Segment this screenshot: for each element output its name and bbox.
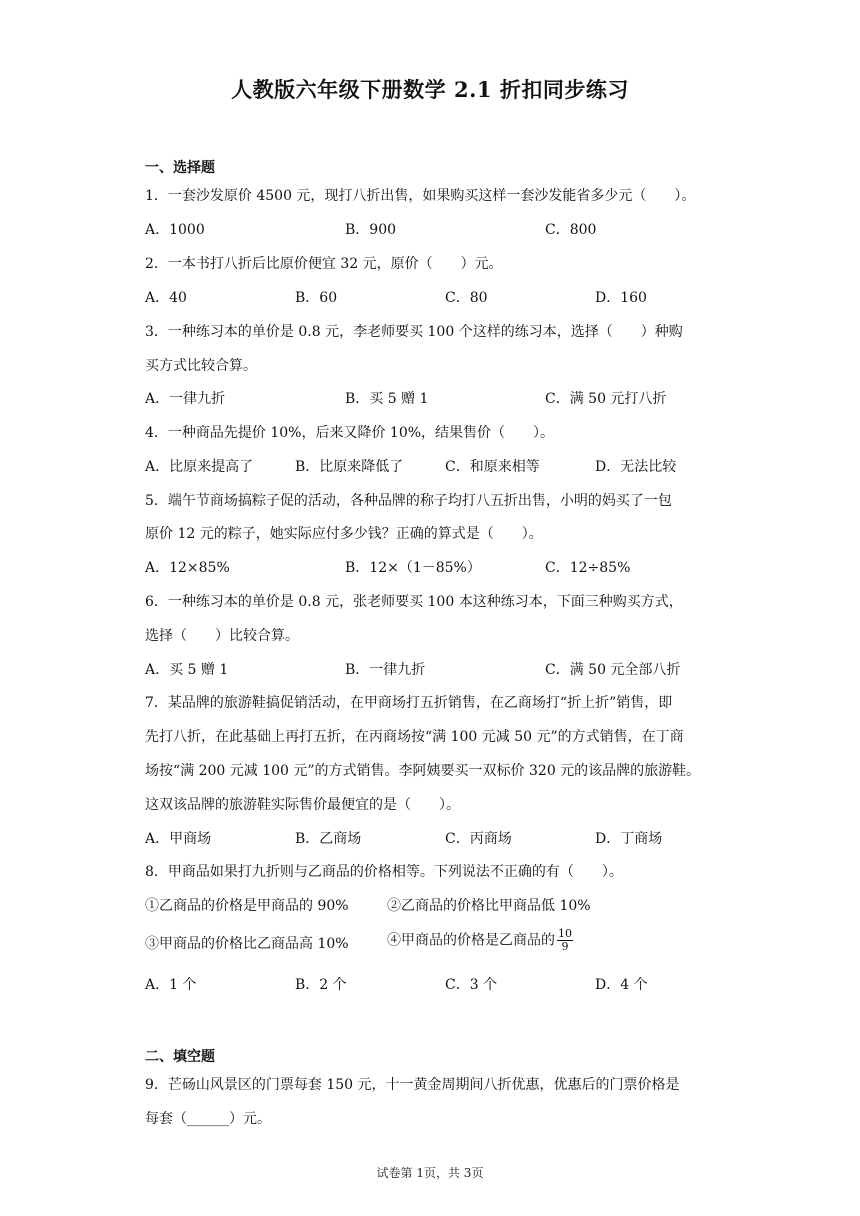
fraction-denominator: 9 <box>561 940 569 953</box>
question-4-option-b: B．比原来降低了 <box>295 459 404 475</box>
question-2-option-c: C．80 <box>445 290 488 306</box>
question-7-stem-line-2: 先打八折，在此基础上再打五折，在丙商场按“满 100 元减 50 元”的方式销售，在丁商 <box>145 729 684 745</box>
question-7-stem-line-1: 7．某品牌的旅游鞋搞促销活动，在甲商场打五折销售，在乙商场打“折上折”销售，即 <box>145 695 673 711</box>
question-7-option-a: A．甲商场 <box>145 831 212 847</box>
question-6-stem-line-1: 6．一种练习本的单价是 0.8 元，张老师要买 100 本这种练习本，下面三种购买方式， <box>145 594 683 610</box>
question-8-option-d: D．4 个 <box>595 977 648 993</box>
question-8-stem: 8．甲商品如果打九折则与乙商品的价格相等。下列说法不正确的有（ ）。 <box>145 864 623 880</box>
question-5-option-a: A．12×85% <box>145 560 230 576</box>
page-footer: 试卷第 1页，共 3页 <box>376 1166 484 1180</box>
question-1-stem: 1．一套沙发原价 4500 元，现打八折出售，如果购买这样一套沙发能省多少元（ ）。 <box>145 188 696 204</box>
question-8-statement-2: ②乙商品的价格比甲商品低 10% <box>387 898 591 914</box>
question-5-option-c: C．12÷85% <box>545 560 631 576</box>
question-6-stem-line-2: 选择（ ）比较合算。 <box>145 628 299 644</box>
question-9-stem-line-1: 9．芒砀山风景区的门票每套 150 元，十一黄金周期间八折优惠，优惠后的门票价格是 <box>145 1077 680 1093</box>
question-8-statement-3: ③甲商品的价格比乙商品高 10% <box>145 936 349 952</box>
question-3-stem-line-1: 3．一种练习本的单价是 0.8 元，李老师要买 100 个这样的练习本，选择（ ）种购 <box>145 324 683 340</box>
question-6-option-a: A．买 5 赠 1 <box>145 662 229 678</box>
section-heading-fill-in: 二、填空题 <box>145 1049 215 1065</box>
question-4-option-d: D．无法比较 <box>595 459 677 475</box>
question-3-option-c: C．满 50 元打八折 <box>545 391 667 407</box>
question-4-option-a: A．比原来提高了 <box>145 459 254 475</box>
fraction-ten-ninths <box>557 928 573 953</box>
question-1-option-a: A．1000 <box>145 222 205 238</box>
question-2-option-a: A．40 <box>145 290 187 306</box>
question-3-stem-line-2: 买方式比较合算。 <box>145 358 257 374</box>
question-3-option-b: B．买 5 赠 1 <box>345 391 429 407</box>
question-8-option-c: C．3 个 <box>445 977 498 993</box>
question-9-stem-line-2: 每套（______）元。 <box>145 1111 271 1127</box>
question-6-option-c: C．满 50 元全部八折 <box>545 662 681 678</box>
question-8-statement-1: ①乙商品的价格是甲商品的 90% <box>145 898 349 914</box>
question-1-option-c: C．800 <box>545 222 597 238</box>
question-2-option-b: B．60 <box>295 290 338 306</box>
question-3-option-a: A．一律九折 <box>145 391 226 407</box>
question-2-option-d: D．160 <box>595 290 647 306</box>
question-7-stem-line-3: 场按“满 200 元减 100 元”的方式销售。李阿姨要买一双标价 320 元的该品牌的旅游鞋。 <box>145 763 701 779</box>
page-title: 人教版六年级下册数学 2.1 折扣同步练习 <box>231 77 629 102</box>
section-heading-choice: 一、选择题 <box>145 160 215 176</box>
question-8-option-a: A．1 个 <box>145 977 197 993</box>
question-8-statement-4-text: ④甲商品的价格是乙商品的 <box>387 932 555 949</box>
question-4-option-c: C．和原来相等 <box>445 459 540 475</box>
question-8-statement-4 <box>387 928 573 953</box>
question-5-stem-line-1: 5．端午节商场搞粽子促的活动，各种品牌的称子均打八五折出售，小明的妈买了一包 <box>145 493 672 509</box>
question-7-option-c: C．丙商场 <box>445 831 512 847</box>
fraction-numerator: 10 <box>558 927 572 940</box>
question-5-option-b: B．12×（1－85%） <box>345 560 481 576</box>
question-7-option-d: D．丁商场 <box>595 831 663 847</box>
question-8-option-b: B．2 个 <box>295 977 347 993</box>
question-5-stem-line-2: 原价 12 元的粽子，她实际应付多少钱？正确的算式是（ ）。 <box>145 526 543 542</box>
question-7-stem-line-4: 这双该品牌的旅游鞋实际售价最便宜的是（ ）。 <box>145 797 460 813</box>
question-6-option-b: B．一律九折 <box>345 662 426 678</box>
question-1-option-b: B．900 <box>345 222 397 238</box>
question-7-option-b: B．乙商场 <box>295 831 362 847</box>
question-4-stem: 4．一种商品先提价 10%，后来又降价 10%，结果售价（ ）。 <box>145 425 555 441</box>
question-2-stem: 2．一本书打八折后比原价便宜 32 元，原价（ ）元。 <box>145 256 503 272</box>
